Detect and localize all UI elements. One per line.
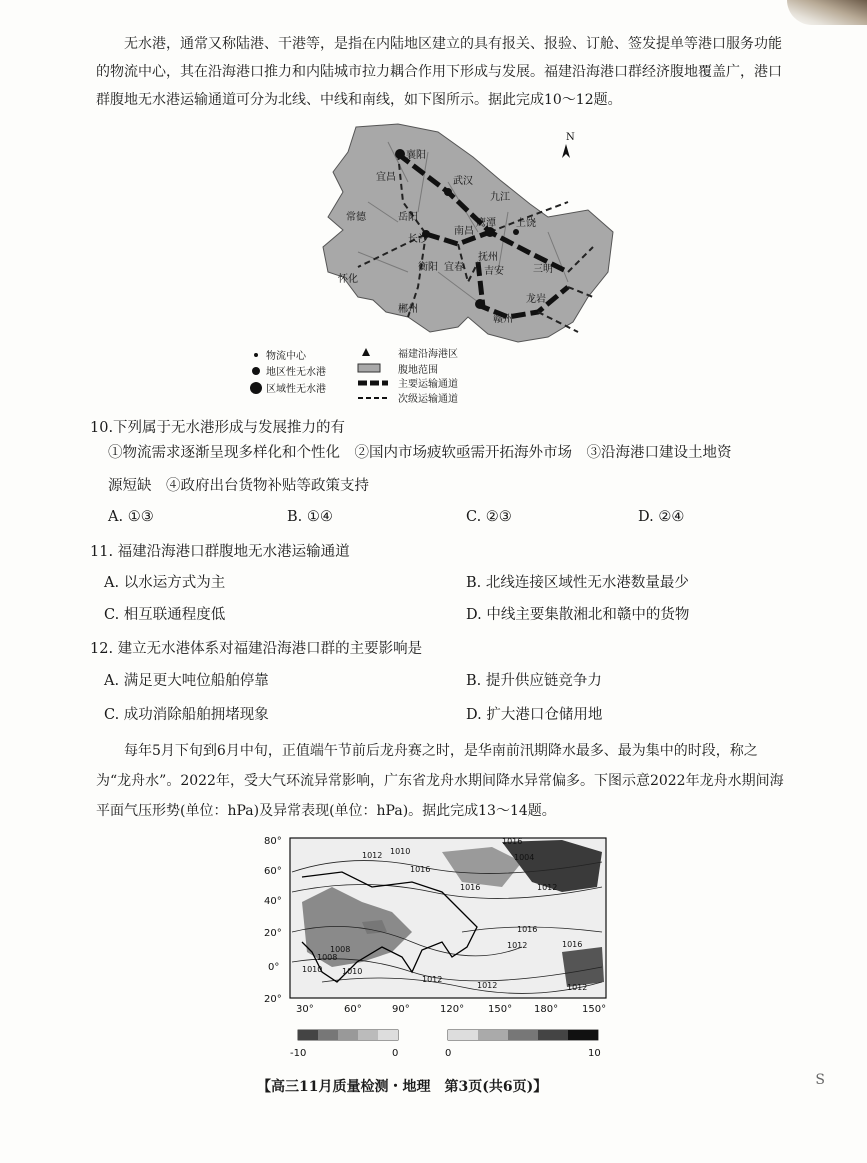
city-label: 三明 bbox=[533, 264, 553, 275]
city-label: 武汉 bbox=[453, 176, 473, 187]
map-legend bbox=[250, 347, 458, 405]
isobar-label: 1016 bbox=[517, 925, 538, 934]
y-tick: 60° bbox=[264, 866, 282, 877]
x-tick: 30° bbox=[296, 1004, 314, 1015]
isobar-label: 1012 bbox=[567, 983, 588, 992]
intro-paragraph: 无水港，通常又称陆港、干港等，是指在内陆地区建立的具有报关、报验、订舱、签发提单等港口服务功能的物流中心，其在沿海港口推力和内陆城市拉力耦合作用下形成与发展。福建沿海港口群经济腹地覆盖广，港口群腹地无水港运输通道可分为北线、中线和南线，如下图所示。据此完成10～12题。 bbox=[96, 36, 782, 108]
x-tick: 90° bbox=[392, 1004, 410, 1015]
dry-port-xiangyang bbox=[395, 149, 405, 159]
q12-option-d[interactable]: D. 扩大港口仓储用地 bbox=[466, 707, 603, 723]
isobar-label: 1004 bbox=[514, 853, 535, 862]
hinterland-map bbox=[248, 122, 618, 408]
y-tick: 20° bbox=[264, 928, 282, 939]
positive-colorbar bbox=[448, 1030, 598, 1040]
city-label: 南昌 bbox=[454, 226, 474, 237]
legend-regional-icon bbox=[252, 367, 260, 375]
city-label: 吉安 bbox=[484, 266, 504, 277]
q10-option-c[interactable]: C. ②③ bbox=[466, 509, 512, 525]
city-label: 襄阳 bbox=[406, 150, 426, 161]
colorbar-neg-max: 0 bbox=[392, 1048, 399, 1059]
legend-port-label: 福建沿海港区 bbox=[398, 349, 458, 360]
isobar-label: 1010 bbox=[390, 847, 411, 856]
city-label: 抚州 bbox=[478, 252, 498, 263]
isobar-label: 1010 bbox=[342, 967, 363, 976]
dry-port-yingtan bbox=[513, 229, 519, 235]
q10-options-text bbox=[108, 437, 798, 503]
q11-option-a[interactable]: A. 以水运方式为主 bbox=[104, 575, 226, 591]
q11-option-d[interactable]: D. 中线主要集散湘北和赣中的货物 bbox=[466, 607, 690, 623]
city-label: 郴州 bbox=[398, 304, 418, 315]
page-corner-shadow bbox=[787, 0, 867, 25]
legend-hinterland-label: 腹地范围 bbox=[398, 365, 438, 376]
city-label: 龙岩 bbox=[526, 294, 546, 305]
x-tick: 120° bbox=[440, 1004, 465, 1015]
isobar-label: 1012 bbox=[507, 941, 528, 950]
legend-area-label: 区域性无水港 bbox=[266, 384, 326, 395]
q10-option-a[interactable]: A. ①③ bbox=[108, 509, 154, 525]
pressure-anomaly-chart bbox=[262, 832, 612, 1062]
y-tick: 0° bbox=[268, 962, 280, 973]
isobar-label: 1016 bbox=[562, 940, 583, 949]
intro2-paragraph: 每年5月下旬到6月中旬，正值端午节前后龙舟赛之时，是华南前汛期降水最多、最为集中的时段，称之为“龙舟水”。2022年，受大气环流异常影响，广东省龙舟水期间降水异常偏多。下图示意2022年龙舟水期间海平面气压形势(单位：hPa)及异常表现(单位：hPa)。据此完成13～14题。 bbox=[96, 743, 784, 819]
city-label: 怀化 bbox=[338, 274, 358, 285]
legend-regional-label: 地区性无水港 bbox=[266, 367, 326, 378]
city-label: 宜昌 bbox=[376, 172, 396, 183]
corner-mark: S bbox=[815, 1072, 825, 1088]
legend-logistics-label: 物流中心 bbox=[266, 351, 306, 362]
colorbar-pos-max: 10 bbox=[588, 1048, 601, 1059]
isobar-label: 1010 bbox=[302, 965, 323, 974]
city-label: 宜春 bbox=[444, 262, 464, 273]
legend-secondary-route-label: 次级运输通道 bbox=[398, 394, 458, 405]
north-arrow-icon bbox=[562, 144, 570, 158]
q11-stem: 11. 福建沿海港口群腹地无水港运输通道 bbox=[90, 544, 350, 560]
q12-option-c[interactable]: C. 成功消除船舶拥堵现象 bbox=[104, 707, 269, 723]
x-tick: 150° bbox=[488, 1004, 513, 1015]
city-label: 上饶 bbox=[516, 218, 536, 229]
legend-area-icon bbox=[250, 382, 262, 394]
city-label: 鹰潭 bbox=[476, 218, 496, 229]
x-tick: 180° bbox=[534, 1004, 559, 1015]
dry-port-wuhan bbox=[444, 188, 452, 196]
legend-port-icon bbox=[362, 348, 370, 356]
isobar-label: 1012 bbox=[537, 883, 558, 892]
q11-option-b[interactable]: B. 北线连接区域性无水港数量最少 bbox=[466, 575, 689, 591]
legend-hinterland-icon bbox=[358, 364, 380, 372]
city-label: 九江 bbox=[490, 192, 510, 203]
q10-option-d[interactable]: D. ②④ bbox=[638, 509, 685, 525]
city-label: 常德 bbox=[346, 212, 366, 223]
legend-main-route-label: 主要运输通道 bbox=[398, 379, 458, 390]
legend-logistics-icon bbox=[254, 353, 258, 357]
city-label: 岳阳 bbox=[398, 212, 418, 223]
q10-options-line2: 源短缺 ④政府出台货物补贴等政策支持 bbox=[108, 478, 369, 494]
city-label: 衡阳 bbox=[418, 262, 438, 273]
positive-anomaly-area-2 bbox=[562, 947, 604, 987]
isobar-label: 1008 bbox=[330, 945, 351, 954]
q11-option-c[interactable]: C. 相互联通程度低 bbox=[104, 607, 226, 623]
isobar-label: 1012 bbox=[422, 975, 443, 984]
q10-stem: 10.下列属于无水港形成与发展推力的有 bbox=[90, 420, 346, 436]
q12-option-b[interactable]: B. 提升供应链竞争力 bbox=[466, 673, 602, 689]
isobar-label: 1012 bbox=[362, 851, 383, 860]
isobar-label: 1016 bbox=[410, 865, 431, 874]
q10-option-b[interactable]: B. ①④ bbox=[287, 509, 333, 525]
city-label: 长沙 bbox=[408, 234, 428, 245]
x-tick: 60° bbox=[344, 1004, 362, 1015]
isobar-label: 1016 bbox=[502, 837, 523, 846]
map-north-arrow: N bbox=[566, 132, 575, 143]
x-tick: 150° bbox=[582, 1004, 607, 1015]
y-tick: 20° bbox=[264, 994, 282, 1005]
negative-colorbar bbox=[298, 1030, 398, 1040]
isobar-label: 1012 bbox=[477, 981, 498, 990]
isobar-label: 1008 bbox=[317, 953, 338, 962]
q12-stem: 12. 建立无水港体系对福建沿海港口群的主要影响是 bbox=[90, 641, 423, 657]
isobar-label: 1016 bbox=[460, 883, 481, 892]
colorbar-neg-min: -10 bbox=[290, 1048, 307, 1059]
q10-options-line1: ①物流需求逐渐呈现多样化和个性化 ②国内市场疲软亟需开拓海外市场 ③沿海港口建设土地资 bbox=[108, 445, 732, 461]
q12-option-a[interactable]: A. 满足更大吨位船舶停靠 bbox=[104, 673, 269, 689]
colorbar-pos-min: 0 bbox=[445, 1048, 452, 1059]
y-tick: 80° bbox=[264, 836, 282, 847]
y-tick: 40° bbox=[264, 896, 282, 907]
city-label: 赣州 bbox=[493, 314, 513, 325]
dry-port-ganzhou bbox=[475, 299, 485, 309]
page-footer: 【高三11月质量检测・地理 第3页(共6页)】 bbox=[257, 1079, 548, 1095]
